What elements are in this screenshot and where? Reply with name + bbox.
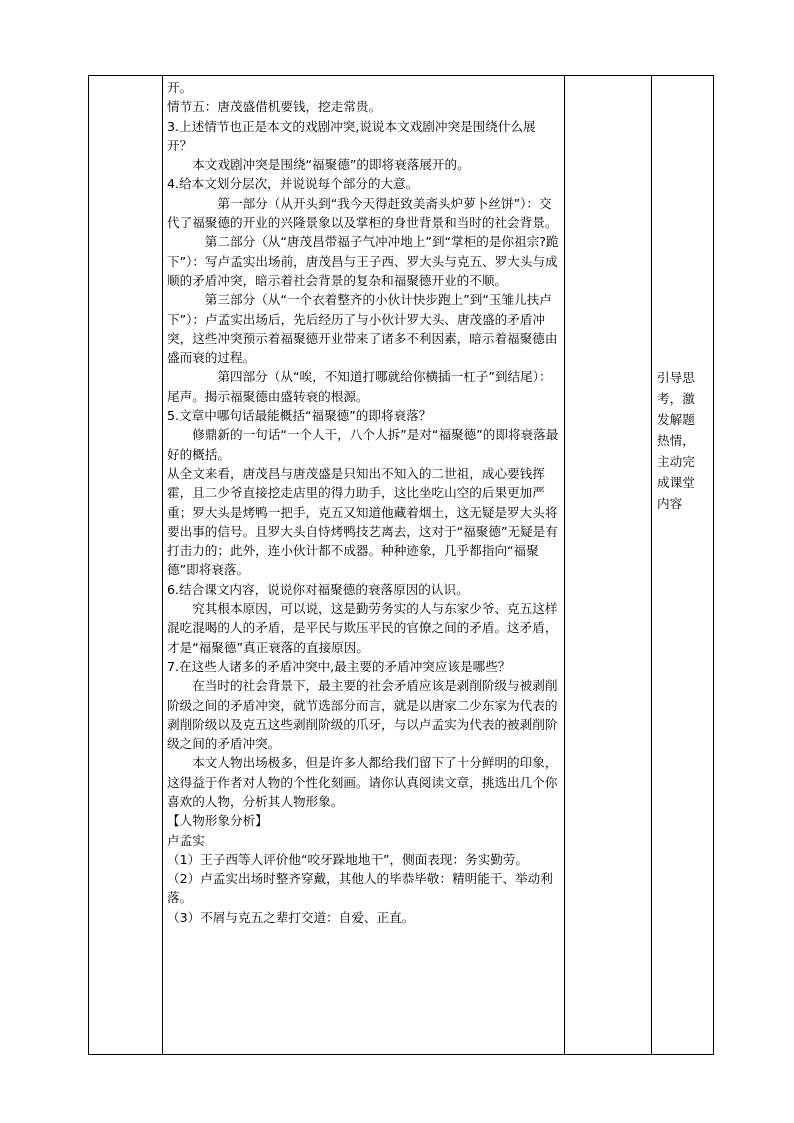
design-intent-note	[652, 76, 713, 514]
content-paragraph: 从全文来看，唐茂昌与唐茂盛是只知出不知入的二世祖，成心要钱挥霍，且二少爷直接挖走店里的得力助手，这比坐吃山空的后果更加严重；罗大头是烤鸭一把手，克五又知道他藏着烟土，这无疑是罗大头将要出事的信号。且罗大头自恃烤鸭技艺离去，这对于“福聚德”无疑是有打击力的；此外，连小伙计都不成器。种种迹象，几乎都指向“福聚德”即将衰落。	[167, 465, 558, 578]
side-note-line: 内容	[657, 496, 683, 511]
content-paragraph: 卢孟实	[167, 832, 205, 848]
content-paragraph: 在当时的社会背景下，最主要的社会矛盾应该是剥削阶级与被剥削阶级之间的矛盾冲突，就节选部分而言，就是以唐家二少东家为代表的剥削阶级以及克五这些剥削阶级的爪牙，与以卢孟实为代表的被剥削阶级之间的矛盾冲突。	[167, 678, 558, 752]
content-paragraph: 情节五：唐茂盛借机要钱，挖走常贵。	[167, 99, 382, 115]
empty-cell-middle	[565, 76, 652, 1055]
side-note-line: 考，激	[657, 391, 695, 406]
teaching-content	[163, 76, 564, 927]
side-note-line: 成课堂	[657, 475, 695, 490]
content-paragraph: 7.在这些人诸多的矛盾冲突中,最主要的矛盾冲突应该是哪些？	[167, 658, 511, 674]
content-paragraph: 第四部分（从“唉，不知道打哪就给你横插一杠子”到结尾）：尾声。揭示福聚德由盛转衰的根源。	[167, 369, 552, 404]
content-paragraph: 修鼎新的一句话“一个人干，八个人拆”是对“福聚德”的即将衰落最好的概括。	[167, 427, 559, 462]
design-intent-cell	[652, 76, 714, 1055]
content-paragraph: 3.上述情节也正是本文的戏剧冲突,说说本文戏剧冲突是围绕什么展开？	[167, 118, 536, 153]
side-note-line: 发解题	[657, 412, 695, 427]
empty-cell-left	[89, 76, 163, 1055]
content-paragraph: 第三部分（从“一个衣着整齐的小伙计快步跑上”到“玉雏儿扶卢下”）：卢孟实出场后，先后经历了与小伙计罗大头、唐茂盛的矛盾冲突，这些冲突预示着福聚德开业带来了诸多不利因素，暗示着福聚德由盛而衰的过程。	[167, 292, 558, 366]
teaching-content-cell	[163, 76, 565, 1055]
side-note-line: 热情，	[657, 433, 695, 448]
content-paragraph: 第二部分（从“唐茂昌带福子气冲冲地上”到“掌柜的是你祖宗?跪下”）：写卢孟实出场前，唐茂昌与王子西、罗大头与克五、罗大头与成顺的矛盾冲突，暗示着社会背景的复杂和福聚德开业的不顺。	[167, 234, 559, 288]
content-paragraph: 开。	[167, 80, 193, 95]
content-paragraph: 第一部分（从开头到“我今天得赶致美斋头炉萝卜丝饼”）：交代了福聚德的开业的兴隆景象以及掌柜的身世背景和当时的社会背景。	[167, 195, 558, 231]
content-paragraph: 4.给本文划分层次，并说说每个部分的大意。	[167, 176, 419, 192]
content-paragraph: 【人物形象分析】	[167, 813, 268, 829]
content-paragraph: 本文人物出场极多，但是许多人都给我们留下了十分鲜明的印象，这得益于作者对人物的个性化刻画。请你认真阅读文章，挑选出几个你喜欢的人物，分析其人物形象。	[167, 755, 558, 809]
table-row	[89, 76, 714, 1055]
content-paragraph: 本文戏剧冲突是围绕“福聚德”的即将衰落展开的。	[192, 157, 470, 173]
side-note-line: 主动完	[657, 454, 695, 469]
content-paragraph: （2）卢孟实出场时整齐穿戴，其他人的毕恭毕敬：精明能干、举动利落。	[167, 871, 553, 906]
content-paragraph: （3）不屑与克五之辈打交道：自爱、正直。	[167, 909, 415, 925]
content-paragraph: 5.文章中哪句话最能概括“福聚德”的即将衰落？	[167, 408, 432, 424]
lesson-plan-table	[88, 75, 714, 1055]
side-note-line: 引导思	[657, 370, 695, 385]
content-paragraph: （1）王子西等人评价他“咬牙跺地地干”，侧面表现：务实勤劳。	[167, 851, 529, 867]
content-paragraph: 6.结合课文内容，说说你对福聚德的衰落原因的认识。	[167, 581, 469, 597]
content-paragraph: 究其根本原因，可以说，这是勤劳务实的人与东家少爷、克五这样混吃混喝的人的矛盾，是平民与欺压平民的官僚之间的矛盾。这矛盾，才是“福聚德”真正衰落的直接原因。	[167, 601, 558, 655]
